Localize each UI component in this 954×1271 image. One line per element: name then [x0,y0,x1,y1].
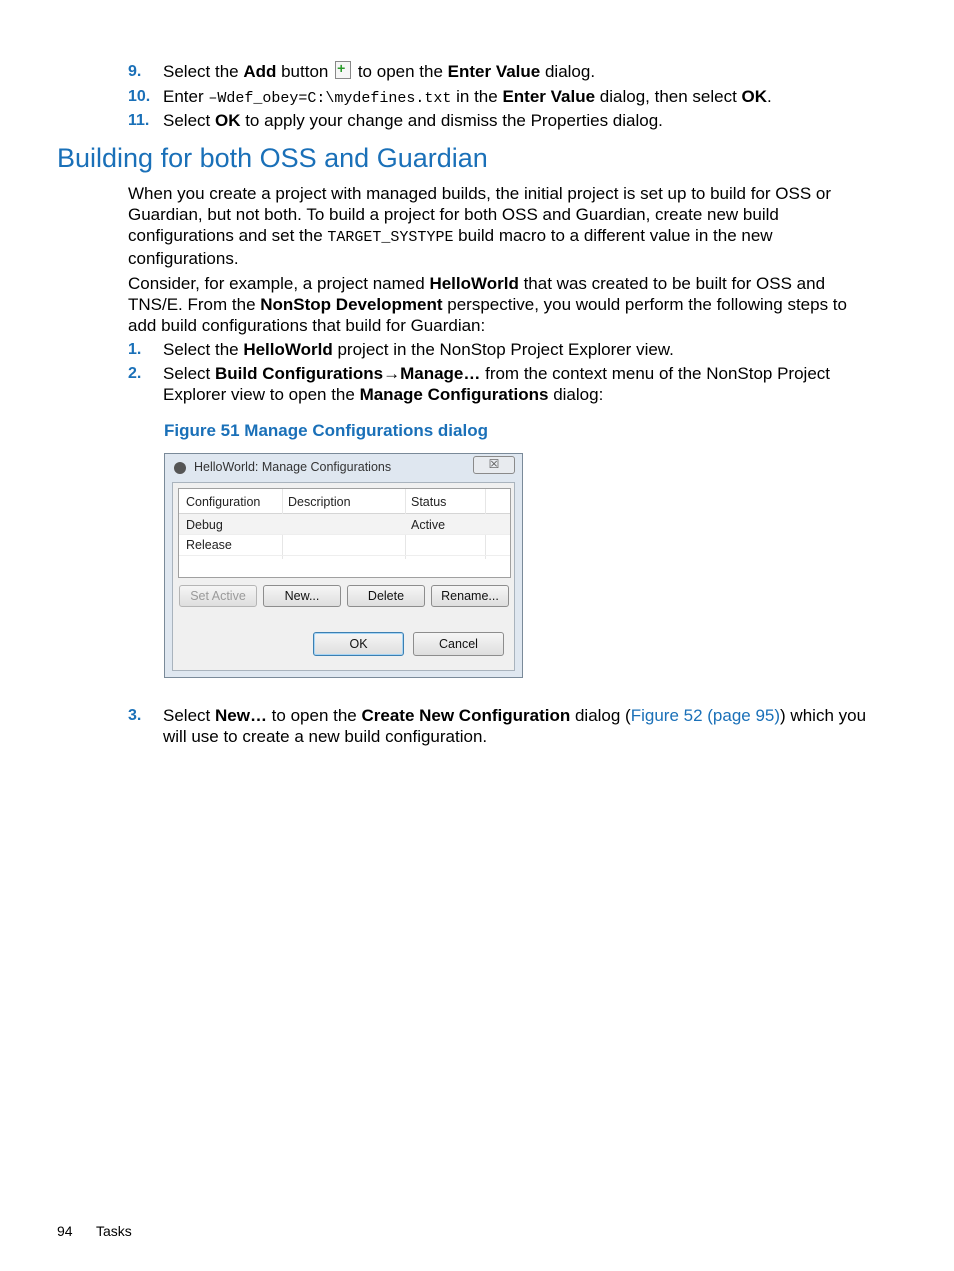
step-text: dialog: [548,385,604,404]
code-text: –Wdef_obey=C:\mydefines.txt [208,90,452,107]
delete-button[interactable]: Delete [347,585,425,607]
step-text: in the [451,87,503,106]
step-text: to open the [266,706,362,725]
cancel-button[interactable]: Cancel [413,632,504,656]
step-number: 1. [128,341,142,358]
paragraph-text: When you create a project with managed builds, the initial project is set up to build for OSS or Guardian, but not both. To build a project for both OSS and Guardian, create new build configurations and set the [128,184,832,245]
step-1 [128,339,873,360]
row-status: Active [411,518,446,532]
step-text: dialog, then select [595,87,742,106]
step-bold: HelloWorld [243,340,333,359]
table-row[interactable] [179,514,510,535]
step-text: button [276,62,329,81]
row-configuration: Debug [186,518,223,532]
paragraph-text: that was created to be built for OSS and TNS/E. From the [128,274,826,314]
paragraph-1 [128,183,873,269]
step-text: Select [163,706,215,725]
set-active-button[interactable]: Set Active [179,585,257,607]
rename-button[interactable]: Rename... [431,585,509,607]
step-text: Select [163,364,215,383]
paragraph-text: perspective, you would perform the following steps to add build configurations that build for Guardian: [128,295,847,335]
row-configuration: Release [186,538,232,552]
column-header-configuration[interactable]: Configuration [186,495,261,509]
column-header-status[interactable]: Status [411,495,447,509]
step-text: from the context menu of the NonStop Project Explorer view to open the [163,364,831,404]
step-number: 9. [128,63,142,80]
add-icon [335,61,351,79]
step-bold: Add [243,62,277,81]
step-text: to open the [353,62,448,81]
menu-arrow: → [383,364,401,383]
step-bold: New… [214,706,267,725]
step-text: ) which you will use to create a new build configuration. [163,706,867,746]
paragraph-2 [128,273,873,336]
step-text: Select the [163,340,244,359]
eclipse-icon [174,462,186,474]
step-text: . [767,87,772,106]
step-text: Select [163,111,215,130]
paragraph-bold: NonStop Development [260,295,443,314]
column-header-description[interactable]: Description [288,495,351,509]
new-button[interactable]: New... [263,585,341,607]
dialog-title: HelloWorld: Manage Configurations [194,460,392,474]
step-bold: OK [214,111,241,130]
step-text: Select the [163,62,244,81]
section-heading: Building for both OSS and Guardian [57,143,488,173]
table-header [179,489,510,514]
close-button[interactable]: ☒ [473,456,515,474]
page-number: 94 [57,1223,73,1239]
step-text: project in the NonStop Project Explorer view. [332,340,674,359]
step-text: dialog. [540,62,596,81]
figure-link[interactable]: Figure 52 (page 95) [630,706,781,725]
step-bold: Create New Configuration [361,706,571,725]
dialog-titlebar [165,454,522,482]
step-number: 3. [128,707,142,724]
manage-configurations-dialog [164,453,523,678]
paragraph-text: Consider, for example, a project named [128,274,430,293]
step-number: 10. [128,88,151,105]
configurations-table [178,488,511,578]
step-3 [128,705,873,747]
step-bold: Manage Configurations [359,385,549,404]
table-row[interactable] [179,535,510,556]
step-2 [128,363,873,405]
step-bold: Build Configurations [214,364,384,383]
step-text: Enter [163,87,209,106]
footer-section-title: Tasks [96,1223,132,1239]
step-11 [128,110,873,131]
step-bold: Manage… [400,364,481,383]
ok-button[interactable]: OK [313,632,404,656]
step-number: 11. [128,112,150,129]
step-10 [128,86,873,109]
step-bold: Enter Value [502,87,596,106]
step-9 [128,61,873,82]
step-bold: Enter Value [447,62,541,81]
paragraph-text: build macro to a different value in the new configurations. [128,226,773,268]
step-number: 2. [128,365,142,382]
step-bold: OK [741,87,768,106]
code-text: TARGET_SYSTYPE [327,229,454,246]
step-text: to apply your change and dismiss the Properties dialog. [240,111,663,130]
figure-caption: Figure 51 Manage Configurations dialog [164,421,488,440]
dialog-body [172,482,515,671]
paragraph-bold: HelloWorld [429,274,519,293]
step-text: dialog ( [570,706,631,725]
